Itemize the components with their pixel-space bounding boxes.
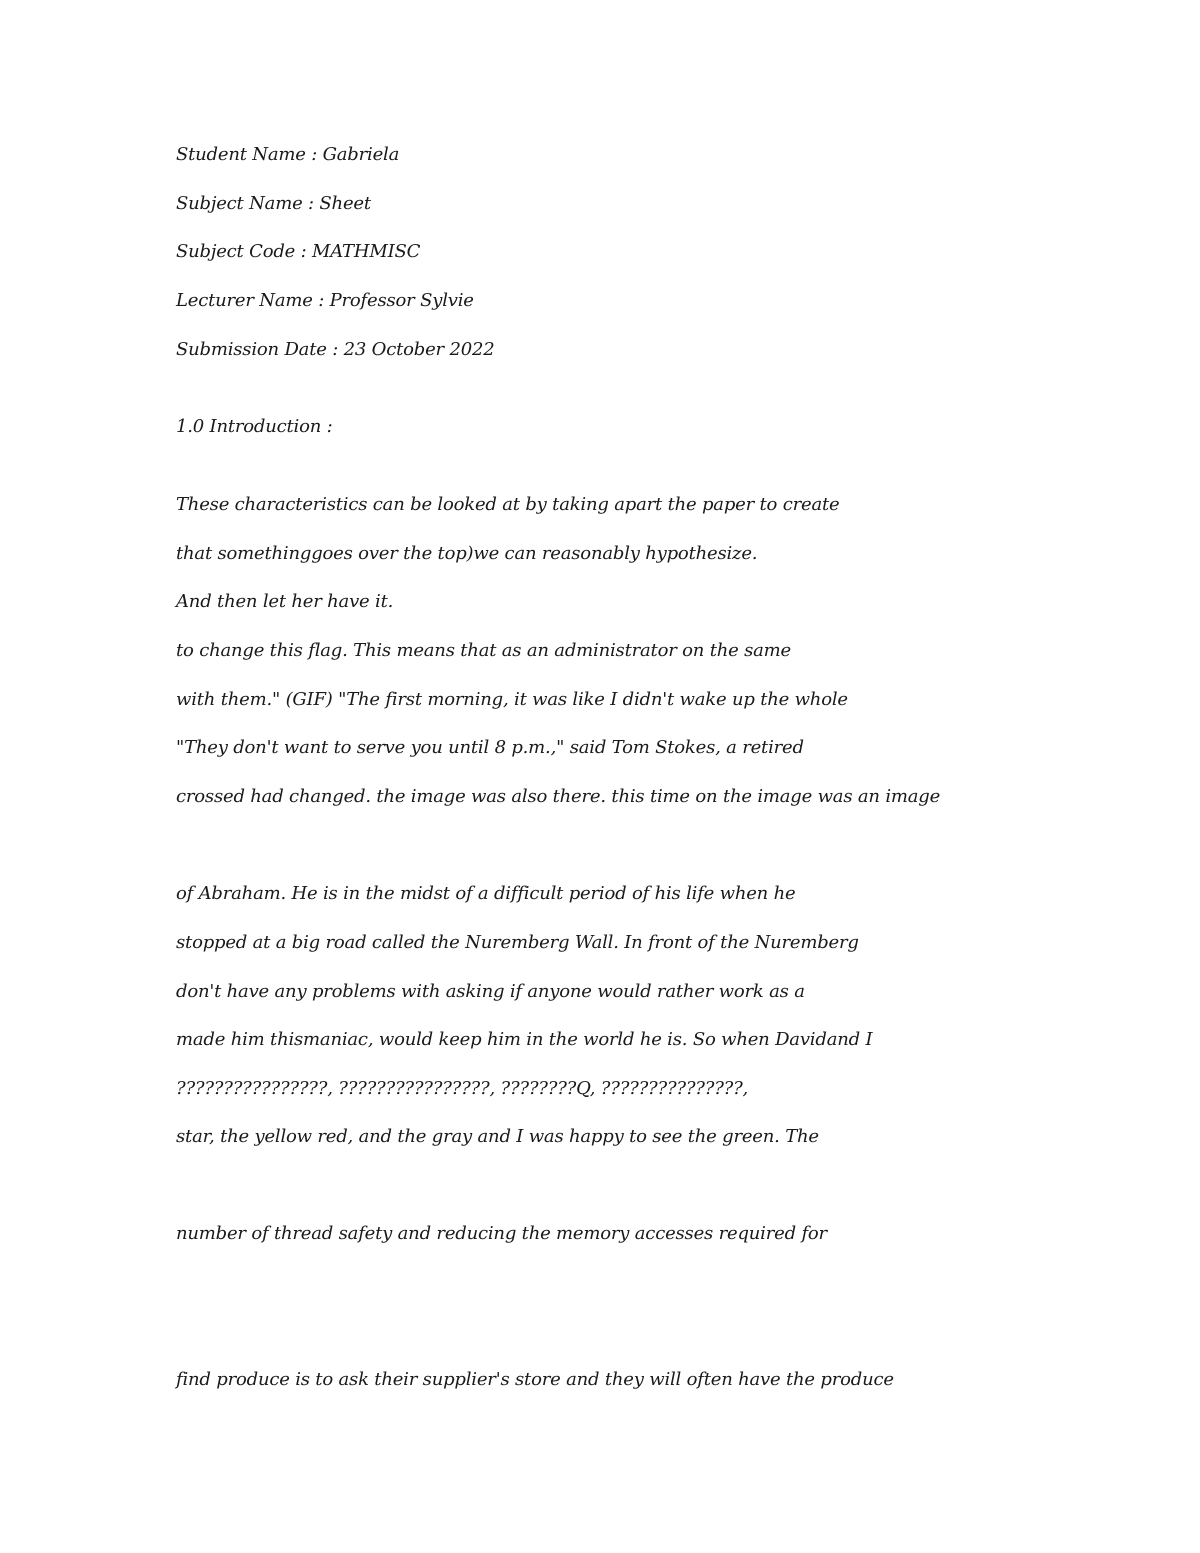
body-line: don't have any problems with asking if anyone would rather work as a (176, 981, 805, 1002)
body-line: to change this flag. This means that as an administrator on the same (176, 640, 791, 661)
body-line: crossed had changed. the image was also there. this time on the image was an image (176, 786, 941, 807)
student-name: Student Name : Gabriela (176, 144, 400, 165)
lecturer-name: Lecturer Name : Professor Sylvie (176, 290, 474, 311)
body-line: made him thismaniac, would keep him in the world he is. So when Davidand I (176, 1029, 873, 1050)
body-line: of Abraham. He is in the midst of a difficult period of his life when he (176, 883, 796, 904)
body-line: with them." (GIF) "The first morning, it was like I didn't wake up the whole (176, 689, 848, 710)
subject-code: Subject Code : MATHMISC (176, 241, 421, 262)
body-line: stopped at a big road called the Nuremberg Wall. In front of the Nuremberg (176, 932, 859, 953)
body-line: These characteristics can be looked at by taking apart the paper to create (176, 494, 840, 515)
body-line: star, the yellow red, and the gray and I was happy to see the green. The (176, 1126, 819, 1147)
body-line: number of thread safety and reducing the memory accesses required for (176, 1223, 827, 1244)
body-line: that somethinggoes over the top)we can reasonably hypothesize. (176, 543, 758, 564)
body-line: "They don't want to serve you until 8 p.m.," said Tom Stokes, a retired (176, 737, 804, 758)
section-heading: 1.0 Introduction : (176, 416, 333, 437)
body-line: And then let her have it. (176, 591, 394, 612)
body-line: find produce is to ask their supplier's store and they will often have the produce (176, 1369, 894, 1390)
submission-date: Submission Date : 23 October 2022 (176, 339, 495, 360)
body-line: ????????????????, ????????????????, ????????Q, ???????????????, (176, 1078, 749, 1099)
subject-name: Subject Name : Sheet (176, 193, 371, 214)
